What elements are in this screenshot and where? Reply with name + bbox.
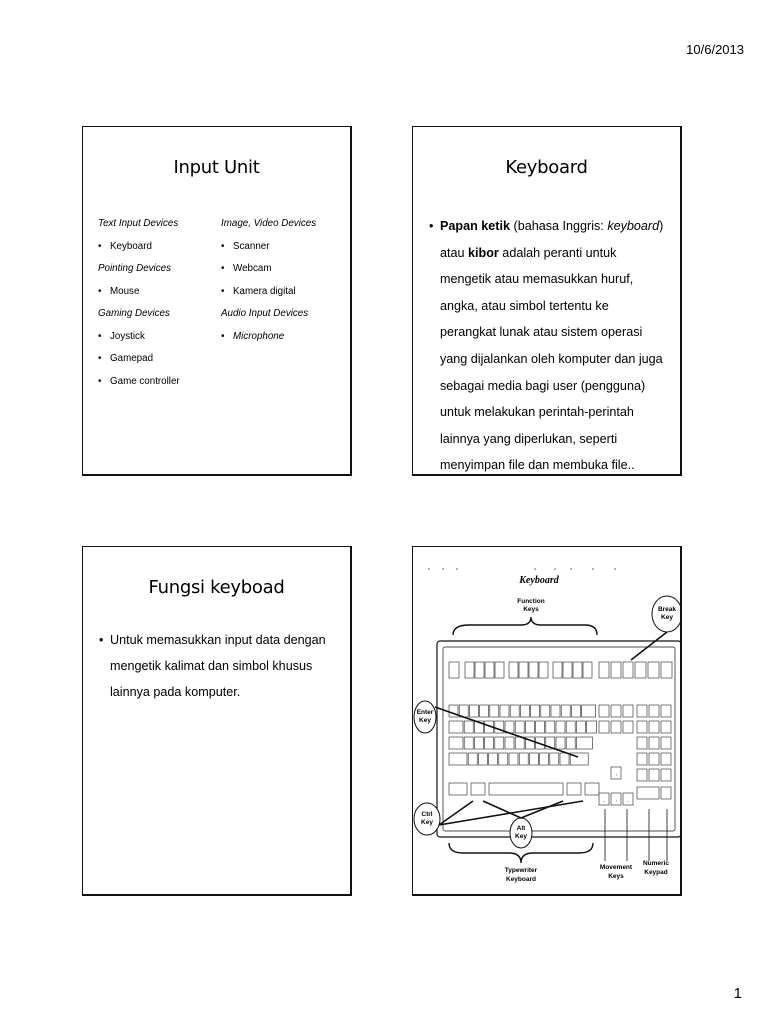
key [495, 737, 504, 749]
numpad-key [649, 753, 659, 765]
key [525, 721, 534, 733]
device-list-left [98, 213, 218, 393]
enter-key-label: Key [419, 717, 431, 724]
alt-key-label: Alt [516, 825, 526, 832]
list-item: • Mouse [98, 281, 218, 304]
numpad-key [637, 721, 647, 733]
term-papan-ketik: Papan ketik [440, 219, 510, 233]
text-segment: adalah peranti untuk mengetik atau memasukkan huruf, angka, atau simbol tertentu ke perangkat lunak atau sistem operasi yang dijalankan oleh komputer dan juga sebagai media bagi user (pengguna) untuk melakukan perintah-perintah lainnya yang diperlukan, seperti menyimpan file dan membuka file.. [440, 245, 663, 473]
definition-bullet [429, 213, 666, 476]
key [540, 753, 549, 765]
slide-keyboard-function [82, 546, 352, 896]
key [567, 783, 581, 795]
key [500, 705, 509, 717]
list-item: • Gamepad [98, 348, 218, 371]
key [546, 721, 555, 733]
slide-title: Input Unit [173, 157, 260, 178]
function-keys-label: Function [517, 598, 545, 605]
slide-title: Fungsi keyboad [148, 577, 285, 598]
diagram-title: Keyboard [519, 575, 559, 586]
key [582, 705, 596, 717]
numpad-key [649, 769, 659, 781]
numpad-key [661, 787, 671, 799]
key [489, 753, 498, 765]
category-label: Text Input Devices [98, 218, 179, 229]
key [464, 737, 473, 749]
numeric-keypad-label: Numeric [642, 860, 670, 867]
category-label: Image, Video Devices [221, 218, 317, 229]
numpad-key [661, 753, 671, 765]
key [587, 721, 597, 733]
list-item: • Keyboard [98, 236, 218, 259]
break-key-label: Key [661, 614, 673, 621]
page-date: 10/6/2013 [686, 42, 744, 57]
key [560, 753, 569, 765]
numpad-key [661, 769, 671, 781]
key [478, 753, 487, 765]
key [550, 753, 559, 765]
page-number: 1 [733, 985, 742, 1002]
numpad-key [649, 705, 659, 717]
key [556, 721, 565, 733]
key [529, 753, 538, 765]
function-text [99, 627, 336, 705]
arrow-up-icon: ↑ [615, 772, 617, 777]
key [576, 721, 585, 733]
function-keys-label: Keys [523, 606, 539, 613]
key [474, 737, 483, 749]
ctrl-key-label: Key [421, 819, 433, 826]
key [468, 753, 477, 765]
text-segment: ) atau [440, 219, 664, 260]
list-item: • Kamera digital [221, 281, 347, 304]
break-key-label: Break [657, 606, 677, 613]
key [490, 705, 499, 717]
key [489, 783, 563, 795]
key [566, 737, 575, 749]
movement-keys-label: Movement [599, 864, 633, 871]
key [449, 783, 467, 795]
numpad-key [661, 737, 671, 749]
list-item: • Game controller [98, 371, 218, 394]
category-label: Pointing Devices [98, 263, 171, 274]
function-key-row [449, 662, 672, 678]
device-list-right [221, 213, 347, 348]
numpad-key [637, 737, 647, 749]
key [449, 721, 463, 733]
slide-input-unit [82, 126, 352, 476]
category-label: Audio Input Devices [221, 308, 309, 319]
key [541, 705, 550, 717]
keyboard-diagram [413, 547, 681, 895]
key [499, 753, 508, 765]
key [515, 721, 524, 733]
numpad-key [637, 705, 647, 717]
key [531, 705, 540, 717]
numpad-key [661, 721, 671, 733]
key [585, 783, 599, 795]
key [485, 737, 494, 749]
key [566, 721, 575, 733]
arrow-left-icon: ← [602, 798, 606, 803]
enter-key-label: Enter [416, 709, 434, 716]
slide-title: Keyboard [505, 157, 588, 178]
term-keyboard: keyboard [607, 219, 660, 233]
key [515, 737, 524, 749]
key [551, 705, 560, 717]
numpad-key [649, 721, 659, 733]
function-bullet: • Untuk memasukkan input data dengan mengetik kalimat dan simbol khusus lainnya pada komputer. [99, 627, 336, 705]
numpad-key [649, 737, 659, 749]
text-segment: (bahasa Inggris: [510, 219, 608, 233]
arrow-right-icon: → [626, 798, 630, 803]
numpad-key [661, 705, 671, 717]
key [510, 705, 519, 717]
key [509, 753, 518, 765]
movement-keys-label: Keys [608, 873, 624, 880]
definition-text [429, 213, 666, 476]
numpad-key [637, 769, 647, 781]
decor-dots [428, 568, 616, 570]
key [520, 705, 529, 717]
list-item: • Microphone [221, 326, 347, 349]
typewriter-keyboard-label: Typewriter [504, 867, 538, 874]
key [449, 737, 463, 749]
arrow-down-icon: ↓ [615, 798, 617, 803]
ctrl-key-label: Ctrl [421, 811, 433, 818]
key [561, 705, 570, 717]
key [556, 737, 565, 749]
key [449, 753, 467, 765]
key [464, 721, 473, 733]
key [469, 705, 478, 717]
list-item: • Scanner [221, 236, 347, 259]
slide-keyboard-definition [412, 126, 682, 476]
slide-keyboard-diagram [412, 546, 682, 896]
term-kibor: kibor [468, 245, 499, 260]
key [536, 721, 545, 733]
numeric-keypad-label: Keypad [644, 869, 668, 876]
list-item: • Webcam [221, 258, 347, 281]
key [571, 705, 580, 717]
key [480, 705, 489, 717]
function-keys-bracket [453, 617, 597, 635]
typewriter-keyboard-label: Keyboard [506, 876, 536, 883]
key [505, 737, 514, 749]
list-item: • Joystick [98, 326, 218, 349]
alt-key-label: Key [515, 833, 527, 840]
category-label: Gaming Devices [98, 308, 170, 319]
key [576, 737, 592, 749]
key [471, 783, 485, 795]
key [519, 753, 528, 765]
numpad-key [637, 753, 647, 765]
numpad-key [637, 787, 659, 799]
